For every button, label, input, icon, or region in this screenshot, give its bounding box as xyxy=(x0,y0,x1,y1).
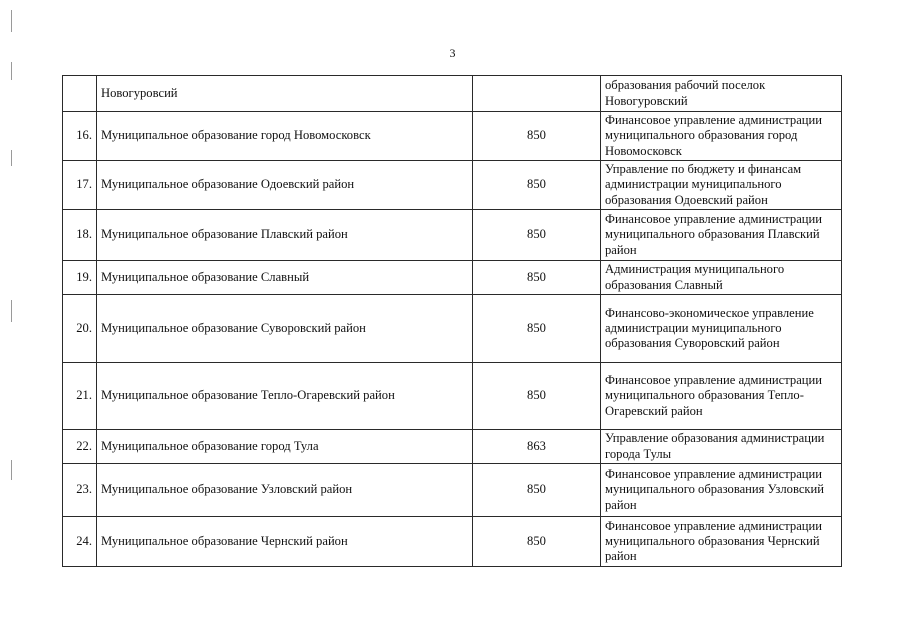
scan-edge-mark xyxy=(11,10,12,32)
table-row xyxy=(63,261,842,295)
code-cell: 850 xyxy=(473,464,601,517)
organization-cell: образования рабочий поселок Новогуровский xyxy=(601,76,842,112)
organization-cell: Управление образования администрации города Тулы xyxy=(601,430,842,464)
row-number-cell: 23. xyxy=(63,464,97,517)
municipality-name-cell: Муниципальное образование Славный xyxy=(97,261,473,295)
code-cell: 850 xyxy=(473,363,601,430)
municipality-name-cell: Муниципальное образование Плавский район xyxy=(97,210,473,261)
table-row xyxy=(63,363,842,430)
table-row xyxy=(63,210,842,261)
scan-edge-mark xyxy=(11,150,12,166)
municipality-name-cell: Муниципальное образование Суворовский район xyxy=(97,295,473,363)
scan-edge-mark xyxy=(11,300,12,322)
table-row-continuation xyxy=(63,76,842,112)
page-number: 3 xyxy=(449,46,456,60)
scan-edge-mark xyxy=(11,460,12,480)
row-number-cell: 20. xyxy=(63,295,97,363)
code-cell: 850 xyxy=(473,161,601,210)
table-row xyxy=(63,517,842,567)
municipality-name-cell: Муниципальное образование Узловский район xyxy=(97,464,473,517)
municipality-name-cell: Новогуровсий xyxy=(97,76,473,112)
row-number-cell: 16. xyxy=(63,112,97,161)
code-cell: 850 xyxy=(473,261,601,295)
table-row xyxy=(63,464,842,517)
organization-cell: Финансовое управление администрации муниципального образования город Новомосковск xyxy=(601,112,842,161)
table-row xyxy=(63,112,842,161)
code-cell: 850 xyxy=(473,112,601,161)
table-row xyxy=(63,295,842,363)
row-number-cell: 21. xyxy=(63,363,97,430)
scan-edge-mark xyxy=(11,62,12,80)
code-cell: 850 xyxy=(473,210,601,261)
code-cell: 863 xyxy=(473,430,601,464)
organization-cell: Финансовое управление администрации муниципального образования Тепло-Огаревский район xyxy=(601,363,842,430)
organization-cell: Финансовое управление администрации муниципального образования Плавский район xyxy=(601,210,842,261)
organization-cell: Администрация муниципального образования Славный xyxy=(601,261,842,295)
row-number-cell xyxy=(63,76,97,112)
code-cell xyxy=(473,76,601,112)
municipal-table xyxy=(62,75,842,567)
municipality-name-cell: Муниципальное образование Чернский район xyxy=(97,517,473,567)
organization-cell: Финансовое управление администрации муниципального образования Чернский район xyxy=(601,517,842,567)
organization-cell: Финансовое управление администрации муниципального образования Узловский район xyxy=(601,464,842,517)
code-cell: 850 xyxy=(473,295,601,363)
municipality-name-cell: Муниципальное образование Тепло-Огаревский район xyxy=(97,363,473,430)
table-row xyxy=(63,161,842,210)
row-number-cell: 19. xyxy=(63,261,97,295)
municipality-name-cell: Муниципальное образование город Новомосковск xyxy=(97,112,473,161)
organization-cell: Финансово-экономическое управление администрации муниципального образования Суворовский район xyxy=(601,295,842,363)
row-number-cell: 18. xyxy=(63,210,97,261)
row-number-cell: 22. xyxy=(63,430,97,464)
row-number-cell: 17. xyxy=(63,161,97,210)
code-cell: 850 xyxy=(473,517,601,567)
municipality-name-cell: Муниципальное образование город Тула xyxy=(97,430,473,464)
organization-cell: Управление по бюджету и финансам администрации муниципального образования Одоевский район xyxy=(601,161,842,210)
row-number-cell: 24. xyxy=(63,517,97,567)
municipality-name-cell: Муниципальное образование Одоевский район xyxy=(97,161,473,210)
table-row xyxy=(63,430,842,464)
